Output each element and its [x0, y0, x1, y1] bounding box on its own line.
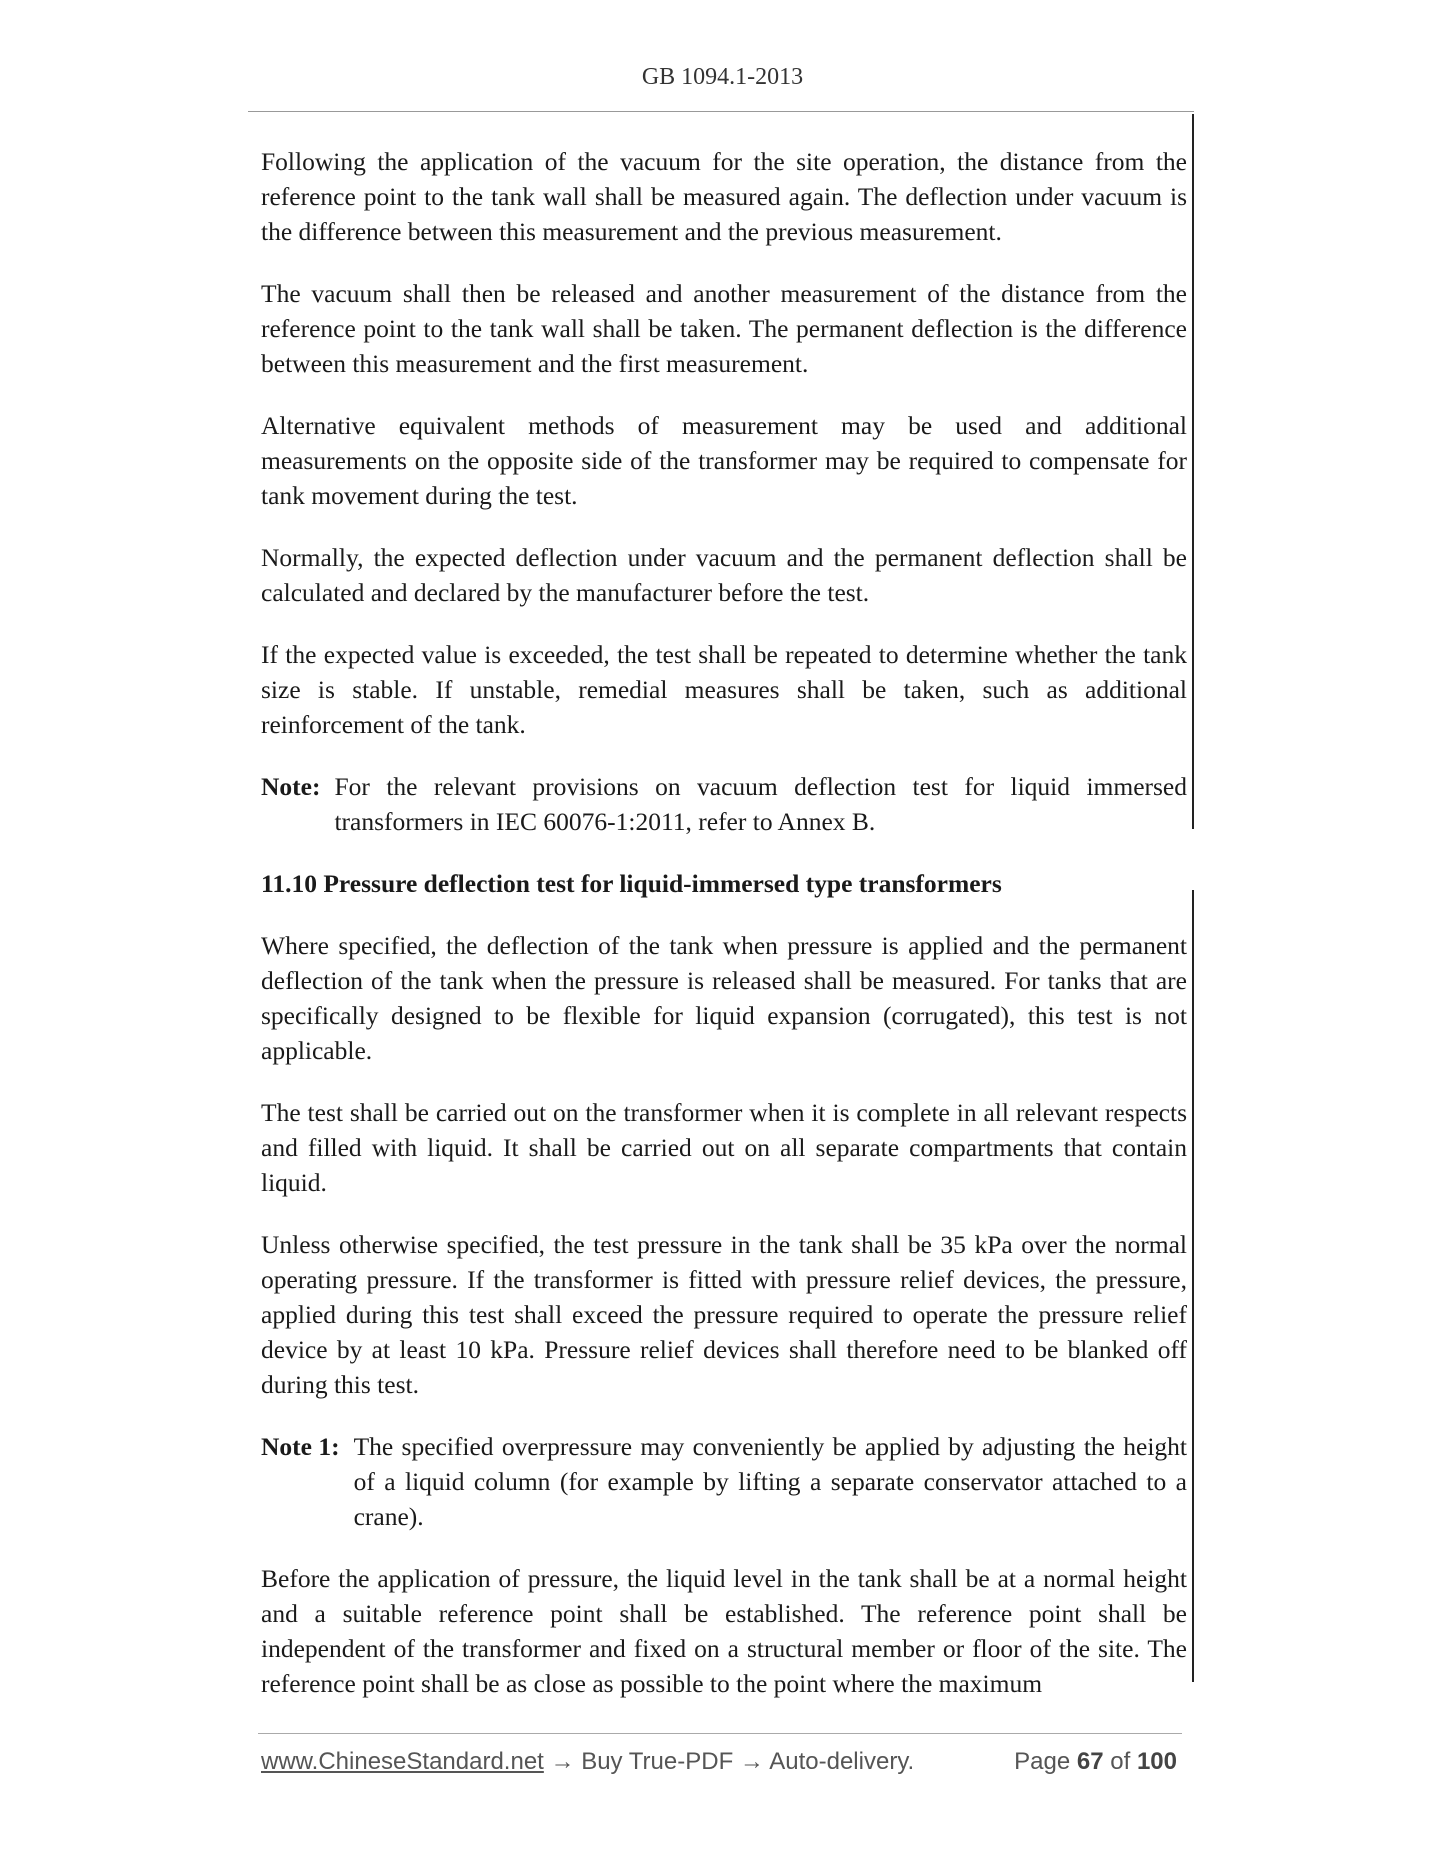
- footer-promo: [261, 1748, 914, 1776]
- page-word: Page: [1014, 1748, 1071, 1775]
- website-link[interactable]: www.ChineseStandard.net: [261, 1748, 544, 1775]
- page-header-title: GB 1094.1-2013: [641, 64, 804, 90]
- arrow-right-icon: →: [550, 1748, 575, 1775]
- section-heading: 11.10 Pressure deflection test for liquid-immersed type transformers: [261, 869, 1002, 898]
- note: [261, 769, 1187, 839]
- change-bar: [1192, 114, 1194, 829]
- delivery-text: Auto-delivery.: [769, 1748, 915, 1775]
- arrow-right-icon: →: [739, 1748, 764, 1775]
- header-rule: [248, 111, 1194, 112]
- note-label: Note 1:: [261, 1432, 340, 1461]
- paragraph: Following the application of the vacuum for the site operation, the distance from the reference point to the tank wall shall be measured again. The deflection under vacuum is the difference between this measurement and the previous measurement.: [261, 147, 1187, 246]
- paragraph: The vacuum shall then be released and another measurement of the distance from the reference point to the tank wall shall be taken. The permanent deflection is the difference between this measurement and the first measurement.: [261, 279, 1187, 378]
- paragraph: The test shall be carried out on the transformer when it is complete in all relevant respects and filled with liquid. It shall be carried out on all separate compartments that contain liquid.: [261, 1098, 1187, 1197]
- paragraph: Unless otherwise specified, the test pressure in the tank shall be 35 kPa over the normal operating pressure. If the transformer is fitted with pressure relief devices, the pressure, applied during this test shall exceed the pressure required to operate the pressure relief device by at least 10 kPa. Pressure relief devices shall therefore need to be blanked off during this test.: [261, 1230, 1187, 1399]
- note: [261, 1429, 1187, 1534]
- current-page: 67: [1076, 1748, 1104, 1775]
- note-text: For the relevant provisions on vacuum deflection test for liquid immersed transformers in IEC 60076-1:2011, refer to Annex B.: [334, 772, 1187, 836]
- footer-rule: [258, 1733, 1182, 1734]
- note-text: The specified overpressure may conveniently be applied by adjusting the height of a liquid column (for example by lifting a separate conservator attached to a crane).: [353, 1432, 1187, 1531]
- paragraph: If the expected value is exceeded, the test shall be repeated to determine whether the tank size is stable. If unstable, remedial measures shall be taken, such as additional reinforcement of the tank.: [261, 640, 1187, 739]
- paragraph: Before the application of pressure, the liquid level in the tank shall be at a normal height and a suitable reference point shall be established. The reference point shall be independent of the transformer and fixed on a structural member or floor of the site. The reference point shall be as close as possible to the point where the maximum: [261, 1564, 1187, 1698]
- page-number: [1014, 1748, 1177, 1776]
- paragraph: Where specified, the deflection of the tank when pressure is applied and the permanent deflection of the tank when the pressure is released shall be measured. For tanks that are specifically designed to be flexible for liquid expansion (corrugated), this test is not applicable.: [261, 931, 1187, 1065]
- buy-text: Buy True-PDF: [581, 1748, 734, 1775]
- of-word: of: [1110, 1748, 1131, 1775]
- page-footer: [261, 1748, 1187, 1782]
- document-body: [261, 144, 1187, 1728]
- note-label: Note:: [261, 772, 321, 801]
- change-bar: [1192, 890, 1194, 1682]
- paragraph: Alternative equivalent methods of measurement may be used and additional measurements on the opposite side of the transformer may be required to compensate for tank movement during the test.: [261, 411, 1187, 510]
- total-pages: 100: [1136, 1748, 1177, 1775]
- paragraph: Normally, the expected deflection under vacuum and the permanent deflection shall be calculated and declared by the manufacturer before the test.: [261, 543, 1187, 607]
